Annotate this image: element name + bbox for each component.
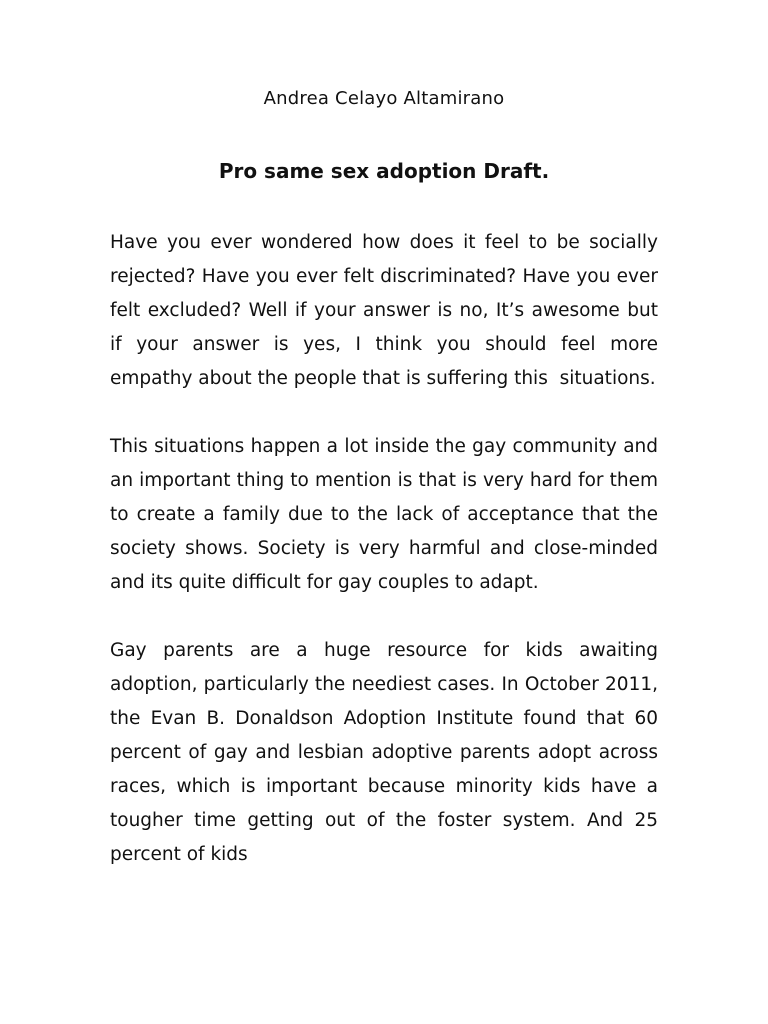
author-name: Andrea Celayo Altamirano <box>263 88 505 109</box>
document-body <box>110 226 664 906</box>
paragraph-3: Gay parents are a huge resource for kids awaiting adoption, particularly the neediest cases. In October 2011, the Evan B. Donaldson Adoption Institute found that 60 percent of gay and lesbian adoptive parents adopt across races, which is important because minority kids have a tougher time getting out of the foster system. And 25 percent of kids <box>110 640 664 865</box>
paragraph-1: Have you ever wondered how does it feel to be socially rejected? Have you ever felt discriminated? Have you ever felt excluded? Well if your answer is no, It’s awesome but if your answer is yes, I think you should feel more empathy about the people that is suffering this situations. <box>110 232 664 389</box>
document-title: Pro same sex adoption Draft. <box>218 159 550 183</box>
paragraph-2: This situations happen a lot inside the gay community and an important thing to mention is that is very hard for them to create a family due to the lack of acceptance that the society shows. Society is very harmful and close-minded and its quite difficult for gay couples to adapt. <box>110 436 664 593</box>
